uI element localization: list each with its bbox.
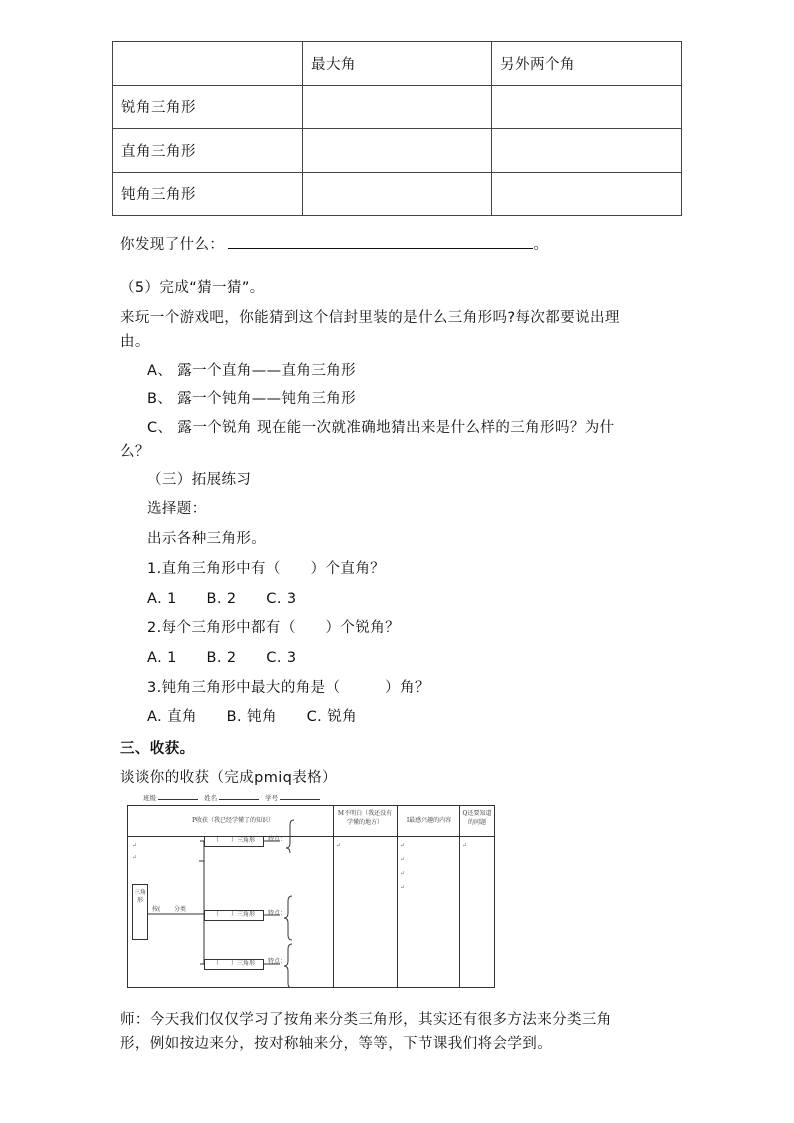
pmiq-branch-box: （ ）三角形 [204,910,264,921]
pmiq-branch-box: （ ）三角形 [204,836,264,847]
conclusion-line1: 师：今天我们仅仅学习了按角来分类三角形，其实还有很多方法来分类三角 [120,1012,612,1028]
pmiq-col-p: P收获（我已经学懂了的知识） [191,817,275,824]
pmiq-feature-label: 特点： [268,910,287,917]
angle-comparison-table [112,41,682,216]
pmiq-header [143,793,324,802]
table-cell [303,129,492,173]
question-2-options: A. 1 B. 2 C. 3 [147,650,297,666]
discovery-blank [228,234,533,249]
pmiq-branch-box: （ ）三角形 [204,959,264,970]
section5-intro: 来玩一个游戏吧，你能猜到这个信封里装的是什么三角形吗?每次都要说出理 [120,310,620,326]
discovery-label: 你发现了什么： [120,237,225,253]
question-1: 1.直角三角形中有（ ）个直角？ [147,561,386,577]
table-cell [492,172,682,216]
table-row [113,129,682,173]
table-row-label: 锐角三角形 [113,85,303,129]
pmiq-feature-label: 特点： [268,836,287,843]
practice-subtitle: 选择题： [147,501,207,517]
pmiq-col-m: M不明白（我还没有学懂的地方） [337,810,393,826]
table-cell [303,85,492,129]
id-label: 学号 [265,794,279,802]
question-2: 2.每个三角形中都有（ ）个锐角？ [147,620,401,636]
section5-intro-cont: 由。 [120,334,150,350]
name-label: 姓名 [204,794,218,802]
table-row-label: 钝角三角形 [113,172,303,216]
table-row [113,85,682,129]
harvest-prompt: 谈谈你的收获（完成pmiq表格） [120,770,337,786]
option-a: A、 露一个直角——直角三角形 [147,363,357,379]
option-c: C、 露一个锐角 现在能一次就准确地猜出来是什么样的三角形吗？为什 [147,420,615,436]
option-b: B、 露一个钝角——钝角三角形 [147,391,357,407]
harvest-title: 三、收获。 [120,741,195,757]
table-row [113,172,682,216]
pmiq-root-box: 三角形 [132,884,148,940]
question-3-options: A. 直角 B. 钝角 C. 锐角 [147,709,357,725]
table-cell [303,172,492,216]
pmiq-classify-label: 分类 [174,906,187,913]
question-1-options: A. 1 B. 2 C. 3 [147,591,297,607]
table-cell [492,129,682,173]
table-row-label: 直角三角形 [113,129,303,173]
table-header-row [113,42,682,86]
table-header-cell: 最大角 [303,42,492,86]
pmiq-feature-label: 特点： [268,958,287,965]
pmiq-col-i: I最感兴趣的内容 [406,817,452,824]
question-3: 3.钝角三角形中最大的角是（ ）角？ [147,680,430,696]
discovery-end: 。 [533,237,549,253]
pmiq-col-q: Q还要知道的问题 [462,810,492,826]
option-c-cont: 么？ [120,444,150,460]
conclusion-line2: 形，例如按边来分，按对称轴来分，等等，下节课我们将会学到。 [120,1036,553,1052]
discovery-line [120,233,548,254]
practice-intro: 出示各种三角形。 [147,531,267,547]
class-label: 班级 [143,794,156,802]
table-header-cell [113,42,303,86]
pmiq-form [127,793,497,988]
pmiq-table: P收获（我已经学懂了的知识） M不明白（我还没有学懂的地方） I最感兴趣的内容 Q还要知道的问题 ↵ ↵ ↵ ↵ ↵ ↵ ↵ ↵ 三角形 按( 分类 （ ）三角形 （ ）三角形 （ ）三角形 特点： 特点： 特点： [127,805,495,988]
practice-title: （三）拓展练习 [147,472,252,488]
table-cell [492,85,682,129]
section5-title: （5）完成“猜一猜”。 [120,280,265,296]
table-header-cell: 另外两个角 [492,42,682,86]
pmiq-by-label: 按( [152,906,161,913]
